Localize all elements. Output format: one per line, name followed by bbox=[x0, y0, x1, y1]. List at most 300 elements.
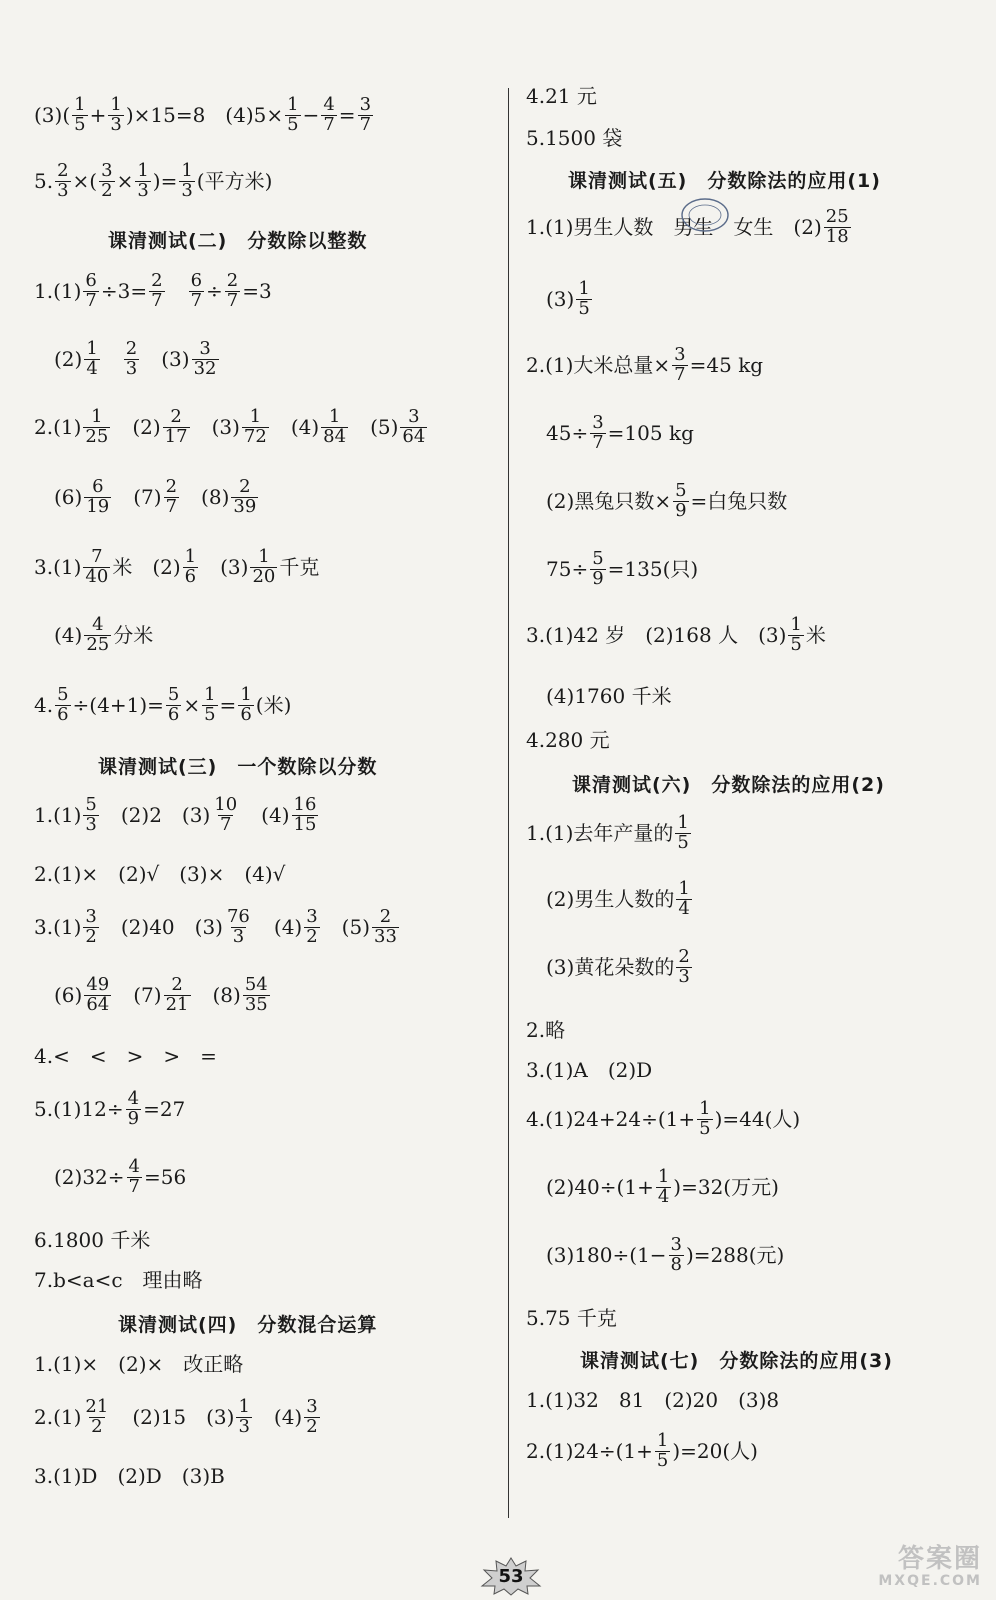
answer-text: (4)1760 千米 bbox=[526, 684, 672, 708]
fraction-numerator: 4 bbox=[92, 614, 104, 635]
fraction bbox=[135, 162, 150, 201]
fraction bbox=[673, 482, 688, 521]
answer-text: 米 bbox=[805, 623, 826, 648]
answer-text: 5. bbox=[34, 169, 54, 194]
answer-text: ÷ bbox=[206, 279, 223, 304]
answer-line bbox=[526, 128, 622, 148]
answer-line bbox=[34, 976, 272, 1015]
answer-text: 2.略 bbox=[526, 1018, 566, 1042]
answer-line bbox=[34, 340, 221, 379]
fraction-denominator: 7 bbox=[190, 289, 203, 311]
answer-text: (7) bbox=[113, 983, 162, 1008]
page-number: 53 bbox=[498, 1565, 524, 1587]
fraction bbox=[202, 686, 217, 725]
fraction bbox=[83, 272, 98, 311]
answer-text: (2)40 (3) bbox=[100, 915, 223, 940]
answer-line bbox=[34, 686, 291, 725]
answer-text: 2.(1)大米总量× bbox=[526, 353, 671, 378]
fraction-numerator: 2 bbox=[165, 476, 178, 497]
fraction bbox=[788, 616, 803, 655]
fraction bbox=[83, 908, 98, 947]
fraction-numerator: 3 bbox=[674, 344, 686, 365]
fraction-numerator: 4 bbox=[323, 94, 335, 115]
fraction bbox=[164, 976, 191, 1015]
fraction bbox=[225, 272, 240, 311]
fraction-numerator: 3 bbox=[408, 406, 420, 427]
fraction-numerator: 3 bbox=[306, 1396, 318, 1417]
fraction-denominator: 2 bbox=[306, 925, 318, 947]
fraction-denominator: 35 bbox=[244, 993, 268, 1015]
answer-line bbox=[34, 616, 153, 655]
fraction bbox=[83, 548, 110, 587]
answer-text: )×15=8 (4)5× bbox=[125, 103, 284, 128]
answer-line bbox=[526, 550, 698, 589]
answer-line bbox=[526, 948, 694, 987]
answer-text: 75÷ bbox=[526, 557, 589, 582]
fraction-numerator: 1 bbox=[137, 160, 149, 181]
answer-text: (4) bbox=[253, 915, 303, 940]
fraction bbox=[83, 1398, 110, 1437]
fraction-numerator: 2 bbox=[151, 270, 163, 291]
fraction-numerator: 1 bbox=[790, 614, 802, 635]
fraction-denominator: 2 bbox=[85, 925, 97, 947]
fraction-numerator: 1 bbox=[328, 406, 341, 427]
answer-text: = bbox=[338, 103, 356, 128]
answer-line bbox=[526, 814, 693, 853]
fraction bbox=[163, 408, 190, 447]
fraction-numerator: 5 bbox=[592, 548, 604, 569]
answer-text: 4. bbox=[34, 693, 54, 718]
fraction bbox=[285, 96, 300, 135]
fraction-numerator: 1 bbox=[240, 684, 252, 705]
watermark-logo: 答案圈 MXQE.COM bbox=[878, 1544, 982, 1589]
answer-text: =3 bbox=[242, 279, 272, 304]
answer-text: (平方米) bbox=[196, 169, 273, 194]
fraction-denominator: 20 bbox=[252, 565, 276, 587]
answer-text: 1.(1) bbox=[34, 279, 82, 304]
fraction-denominator: 3 bbox=[181, 179, 193, 201]
fraction-denominator: 3 bbox=[137, 179, 149, 201]
answer-text: 45÷ bbox=[526, 421, 589, 446]
fraction bbox=[824, 208, 851, 247]
fraction bbox=[99, 162, 114, 201]
fraction-denominator: 40 bbox=[85, 565, 109, 587]
fraction bbox=[669, 1236, 684, 1275]
fraction-denominator: 64 bbox=[86, 993, 110, 1015]
answer-text: 7.b<a<c 理由略 bbox=[34, 1268, 203, 1292]
answer-text: ÷3= bbox=[100, 279, 148, 304]
fraction-numerator: 1 bbox=[656, 1430, 669, 1451]
fraction-denominator: 2 bbox=[101, 179, 113, 201]
answer-text bbox=[167, 281, 187, 301]
answer-text: (2)15 (3) bbox=[112, 1405, 235, 1430]
answer-text: 3.(1)42 岁 (2)168 人 (3) bbox=[526, 623, 787, 648]
answer-line bbox=[34, 1158, 186, 1197]
fraction-numerator: 2 bbox=[226, 270, 239, 291]
fraction-numerator: 1 bbox=[184, 546, 197, 567]
answer-line bbox=[526, 1168, 779, 1207]
fraction bbox=[192, 340, 219, 379]
fraction-numerator: 1 bbox=[238, 1396, 250, 1417]
fraction bbox=[242, 408, 269, 447]
fraction-numerator: 2 bbox=[170, 406, 182, 427]
answer-text: (4) bbox=[241, 803, 290, 828]
fraction bbox=[183, 548, 198, 587]
fraction bbox=[250, 548, 277, 587]
fraction bbox=[292, 796, 319, 835]
answer-text: (3)黄花朵数的 bbox=[526, 955, 675, 980]
answer-text: 5.1500 袋 bbox=[526, 126, 623, 150]
fraction bbox=[672, 346, 687, 385]
fraction bbox=[304, 908, 319, 947]
answer-text: )=32(万元) bbox=[673, 1175, 779, 1200]
answer-text: 4.280 元 bbox=[526, 728, 610, 752]
fraction-numerator: 4 bbox=[128, 1156, 140, 1177]
fraction-numerator: 5 bbox=[85, 794, 97, 815]
answer-line bbox=[34, 1466, 225, 1486]
column-divider bbox=[508, 88, 509, 1518]
fraction-denominator: 5 bbox=[656, 1449, 669, 1471]
fraction-numerator: 6 bbox=[85, 270, 97, 291]
answer-text: 6.1800 千米 bbox=[34, 1228, 151, 1252]
fraction bbox=[108, 96, 123, 135]
fraction-denominator: 17 bbox=[164, 425, 188, 447]
fraction-numerator: 5 bbox=[167, 684, 180, 705]
fraction-numerator: 1 bbox=[249, 406, 262, 427]
answer-text: 2.(1)× (2)√ (3)× (4)√ bbox=[34, 862, 286, 886]
fraction-numerator: 3 bbox=[592, 412, 604, 433]
fraction-denominator: 9 bbox=[592, 567, 604, 589]
answer-text: − bbox=[302, 103, 320, 128]
fraction-numerator: 6 bbox=[190, 270, 203, 291]
fraction bbox=[400, 408, 427, 447]
fraction-numerator: 1 bbox=[110, 94, 122, 115]
fraction bbox=[84, 976, 111, 1015]
answer-text: (3) bbox=[141, 347, 190, 372]
fraction-denominator: 3 bbox=[678, 965, 690, 987]
answer-text: =27 bbox=[143, 1097, 186, 1122]
answer-text: (6) bbox=[34, 983, 83, 1008]
section-heading: 课清测试(六) 分数除法的应用(2) bbox=[572, 774, 885, 796]
fraction-numerator: 21 bbox=[85, 1396, 109, 1417]
fraction-denominator: 7 bbox=[165, 495, 178, 517]
answer-line bbox=[526, 730, 610, 750]
fraction-denominator: 7 bbox=[151, 289, 163, 311]
fraction-numerator: 3 bbox=[670, 1234, 682, 1255]
answer-text: (3)( bbox=[34, 103, 71, 128]
answer-text: (5) bbox=[321, 915, 371, 940]
fraction bbox=[238, 686, 253, 725]
fraction-denominator: 21 bbox=[165, 993, 189, 1015]
answer-text: (2)黑兔只数× bbox=[526, 489, 672, 514]
answer-line bbox=[526, 1432, 758, 1471]
answer-line bbox=[526, 1390, 779, 1410]
fraction-denominator: 8 bbox=[670, 1253, 682, 1275]
answer-text: 1.(1)去年产量的 bbox=[526, 821, 674, 846]
fraction bbox=[83, 796, 98, 835]
answer-text: (3) bbox=[191, 415, 240, 440]
answer-text: (3) bbox=[200, 555, 249, 580]
fraction-denominator: 6 bbox=[184, 565, 197, 587]
section-heading: 课清测试(七) 分数除法的应用(3) bbox=[580, 1350, 893, 1372]
answer-line bbox=[526, 346, 763, 385]
fraction bbox=[189, 272, 204, 311]
answer-line bbox=[34, 1398, 322, 1437]
fraction-numerator: 1 bbox=[657, 1166, 670, 1187]
fraction-numerator: 1 bbox=[677, 812, 689, 833]
answer-text: 1.(1)男生人数 男生 女生 (2) bbox=[526, 215, 822, 240]
answer-text bbox=[102, 349, 122, 369]
answer-line bbox=[34, 162, 272, 201]
answer-text: 4.21 元 bbox=[526, 84, 597, 108]
fraction-numerator: 25 bbox=[825, 206, 849, 227]
answer-text: 分米 bbox=[113, 623, 154, 648]
fraction-numerator: 1 bbox=[699, 1098, 711, 1119]
answer-text: (2) bbox=[112, 415, 161, 440]
answer-text: )= bbox=[152, 169, 178, 194]
fraction bbox=[697, 1100, 712, 1139]
answer-text: ÷(4+1)= bbox=[72, 693, 164, 718]
answer-line bbox=[34, 1046, 217, 1066]
answer-line bbox=[34, 1230, 150, 1250]
answer-text: 1.(1)32 81 (2)20 (3)8 bbox=[526, 1388, 780, 1412]
answer-text: (4) bbox=[34, 623, 83, 648]
fraction bbox=[164, 478, 179, 517]
fraction-numerator: 3 bbox=[101, 160, 113, 181]
fraction-numerator: 3 bbox=[306, 906, 318, 927]
answer-text: =135(只) bbox=[607, 557, 699, 582]
fraction bbox=[576, 280, 591, 319]
answer-line bbox=[526, 1060, 652, 1080]
fraction bbox=[590, 550, 605, 589]
answer-text: (3)180÷(1− bbox=[526, 1243, 667, 1268]
fraction bbox=[166, 686, 181, 725]
fraction-denominator: 33 bbox=[374, 925, 397, 947]
answer-text: (6) bbox=[34, 485, 83, 510]
fraction-numerator: 2 bbox=[239, 476, 251, 497]
answer-text: 4.< < > > = bbox=[34, 1044, 217, 1068]
fraction bbox=[676, 948, 691, 987]
fraction bbox=[127, 1158, 142, 1197]
fraction-denominator: 3 bbox=[125, 357, 138, 379]
answer-text: × bbox=[183, 693, 201, 718]
answer-line bbox=[34, 408, 429, 447]
fraction-numerator: 1 bbox=[578, 278, 590, 299]
fraction-numerator: 1 bbox=[91, 406, 103, 427]
fraction-numerator: 76 bbox=[226, 906, 250, 927]
fraction bbox=[55, 162, 70, 201]
answer-text: 4.(1)24+24÷(1+ bbox=[526, 1107, 696, 1132]
fraction-denominator: 32 bbox=[193, 357, 217, 379]
section-heading: 课清测试(五) 分数除法的应用(1) bbox=[568, 170, 881, 192]
fraction-denominator: 4 bbox=[657, 1185, 670, 1207]
stamp-mark bbox=[679, 195, 731, 235]
fraction bbox=[124, 340, 139, 379]
fraction-denominator: 72 bbox=[243, 425, 267, 447]
fraction-denominator: 7 bbox=[85, 289, 97, 311]
answer-text: 1.(1) bbox=[34, 803, 82, 828]
answer-text: )=20(人) bbox=[672, 1439, 758, 1464]
fraction-denominator: 7 bbox=[226, 289, 239, 311]
answer-text: (4) bbox=[270, 415, 320, 440]
fraction-numerator: 1 bbox=[287, 94, 299, 115]
fraction-denominator: 18 bbox=[825, 225, 849, 247]
fraction bbox=[83, 408, 110, 447]
answer-line bbox=[34, 96, 375, 135]
fraction-numerator: 7 bbox=[91, 546, 103, 567]
answer-text: + bbox=[89, 103, 107, 128]
fraction-denominator: 3 bbox=[238, 1415, 250, 1437]
answer-text: 5.(1)12÷ bbox=[34, 1097, 124, 1122]
fraction-denominator: 5 bbox=[790, 633, 802, 655]
answer-line bbox=[526, 1020, 565, 1040]
answer-text: = bbox=[219, 693, 237, 718]
answer-line bbox=[526, 880, 694, 919]
fraction-numerator: 2 bbox=[379, 906, 392, 927]
fraction-denominator: 7 bbox=[219, 813, 232, 835]
answer-text: (8) bbox=[181, 485, 230, 510]
answer-line bbox=[34, 1270, 203, 1290]
fraction-denominator: 7 bbox=[128, 1175, 140, 1197]
fraction-numerator: 1 bbox=[204, 684, 216, 705]
fraction-denominator: 4 bbox=[86, 357, 98, 379]
fraction-numerator: 10 bbox=[214, 794, 238, 815]
fraction bbox=[304, 1398, 319, 1437]
fraction-numerator: 1 bbox=[74, 94, 86, 115]
fraction-denominator: 5 bbox=[287, 113, 299, 135]
fraction-denominator: 5 bbox=[677, 831, 689, 853]
fraction-denominator: 9 bbox=[675, 499, 687, 521]
answer-line bbox=[526, 686, 672, 706]
fraction-denominator: 7 bbox=[323, 113, 335, 135]
fraction bbox=[179, 162, 194, 201]
fraction-denominator: 6 bbox=[240, 703, 252, 725]
fraction-denominator: 25 bbox=[86, 633, 110, 655]
fraction-denominator: 5 bbox=[578, 297, 590, 319]
answer-line bbox=[526, 280, 594, 319]
section-heading: 课清测试(三) 一个数除以分数 bbox=[98, 756, 378, 778]
fraction bbox=[358, 96, 373, 135]
fraction-numerator: 2 bbox=[678, 946, 690, 967]
fraction-denominator: 3 bbox=[232, 925, 245, 947]
fraction bbox=[212, 796, 239, 835]
fraction bbox=[243, 976, 270, 1015]
answer-line bbox=[526, 1308, 617, 1328]
section-heading: 课清测试(四) 分数混合运算 bbox=[118, 1314, 378, 1336]
answer-line bbox=[34, 1354, 243, 1374]
fraction bbox=[321, 408, 348, 447]
answer-text: (2)32÷ bbox=[34, 1165, 125, 1190]
answer-line bbox=[34, 478, 260, 517]
answer-text: =45 kg bbox=[689, 353, 764, 378]
fraction bbox=[231, 478, 258, 517]
fraction-numerator: 54 bbox=[244, 974, 268, 995]
fraction-numerator: 3 bbox=[85, 906, 97, 927]
answer-text: ×( bbox=[72, 169, 98, 194]
answer-text: 2.(1) bbox=[34, 1405, 82, 1430]
fraction bbox=[590, 414, 605, 453]
answer-text: (7) bbox=[113, 485, 162, 510]
answer-line bbox=[526, 1236, 784, 1275]
fraction-numerator: 16 bbox=[293, 794, 317, 815]
fraction-numerator: 1 bbox=[258, 546, 270, 567]
fraction-denominator: 15 bbox=[293, 813, 317, 835]
fraction-numerator: 3 bbox=[199, 338, 211, 359]
fraction-denominator: 3 bbox=[57, 179, 69, 201]
fraction bbox=[84, 478, 111, 517]
answer-text: (8) bbox=[192, 983, 241, 1008]
fraction-denominator: 19 bbox=[86, 495, 110, 517]
answer-text: 千克 bbox=[279, 555, 320, 580]
fraction-denominator: 3 bbox=[110, 113, 122, 135]
fraction-denominator: 25 bbox=[85, 425, 109, 447]
fraction-denominator: 7 bbox=[592, 431, 604, 453]
fraction-denominator: 3 bbox=[85, 813, 97, 835]
fraction-numerator: 1 bbox=[181, 160, 193, 181]
fraction-numerator: 2 bbox=[57, 160, 69, 181]
fraction-denominator: 7 bbox=[359, 113, 372, 135]
answer-text: 3.(1) bbox=[34, 555, 82, 580]
answer-text: (3) bbox=[526, 287, 575, 312]
fraction-denominator: 39 bbox=[233, 495, 257, 517]
fraction bbox=[55, 686, 70, 725]
answer-text: 3.(1) bbox=[34, 915, 82, 940]
fraction-numerator: 6 bbox=[92, 476, 104, 497]
answer-text: × bbox=[116, 169, 134, 194]
fraction bbox=[372, 908, 399, 947]
answer-line bbox=[34, 1090, 185, 1129]
fraction-denominator: 7 bbox=[674, 363, 686, 385]
fraction-numerator: 5 bbox=[57, 684, 69, 705]
section-heading: 课清测试(二) 分数除以整数 bbox=[108, 230, 368, 252]
fraction-denominator: 4 bbox=[678, 897, 690, 919]
fraction bbox=[126, 1090, 141, 1129]
answer-line bbox=[34, 548, 319, 587]
answer-text: (5) bbox=[350, 415, 399, 440]
answer-text: 米 (2) bbox=[112, 555, 181, 580]
answer-text: 2.(1)24÷(1+ bbox=[526, 1439, 653, 1464]
fraction bbox=[675, 814, 690, 853]
answer-text: )=288(元) bbox=[686, 1243, 785, 1268]
fraction-numerator: 4 bbox=[127, 1088, 140, 1109]
fraction-numerator: 49 bbox=[86, 974, 110, 995]
fraction-numerator: 1 bbox=[86, 338, 98, 359]
fraction bbox=[321, 96, 336, 135]
answer-text: =105 kg bbox=[607, 421, 694, 446]
fraction-denominator: 5 bbox=[74, 113, 86, 135]
answer-text: (2)40÷(1+ bbox=[526, 1175, 654, 1200]
fraction bbox=[236, 1398, 251, 1437]
answer-text: 1.(1)× (2)× 改正略 bbox=[34, 1352, 244, 1376]
answer-text: =56 bbox=[144, 1165, 187, 1190]
fraction bbox=[656, 1168, 671, 1207]
fraction-numerator: 3 bbox=[359, 94, 372, 115]
answer-text: 3.(1)A (2)D bbox=[526, 1058, 653, 1082]
fraction-denominator: 5 bbox=[699, 1117, 711, 1139]
answer-text: (2)2 (3) bbox=[100, 803, 211, 828]
fraction bbox=[84, 340, 99, 379]
fraction bbox=[84, 616, 111, 655]
fraction-denominator: 6 bbox=[167, 703, 180, 725]
answer-text: 2.(1) bbox=[34, 415, 82, 440]
page-number-badge bbox=[478, 1556, 544, 1596]
fraction-denominator: 9 bbox=[127, 1107, 140, 1129]
answer-line bbox=[34, 796, 320, 835]
answer-text: 3.(1)D (2)D (3)B bbox=[34, 1464, 225, 1488]
answer-line bbox=[526, 482, 787, 521]
answer-text: )=44(人) bbox=[714, 1107, 801, 1132]
fraction-denominator: 2 bbox=[91, 1415, 103, 1437]
